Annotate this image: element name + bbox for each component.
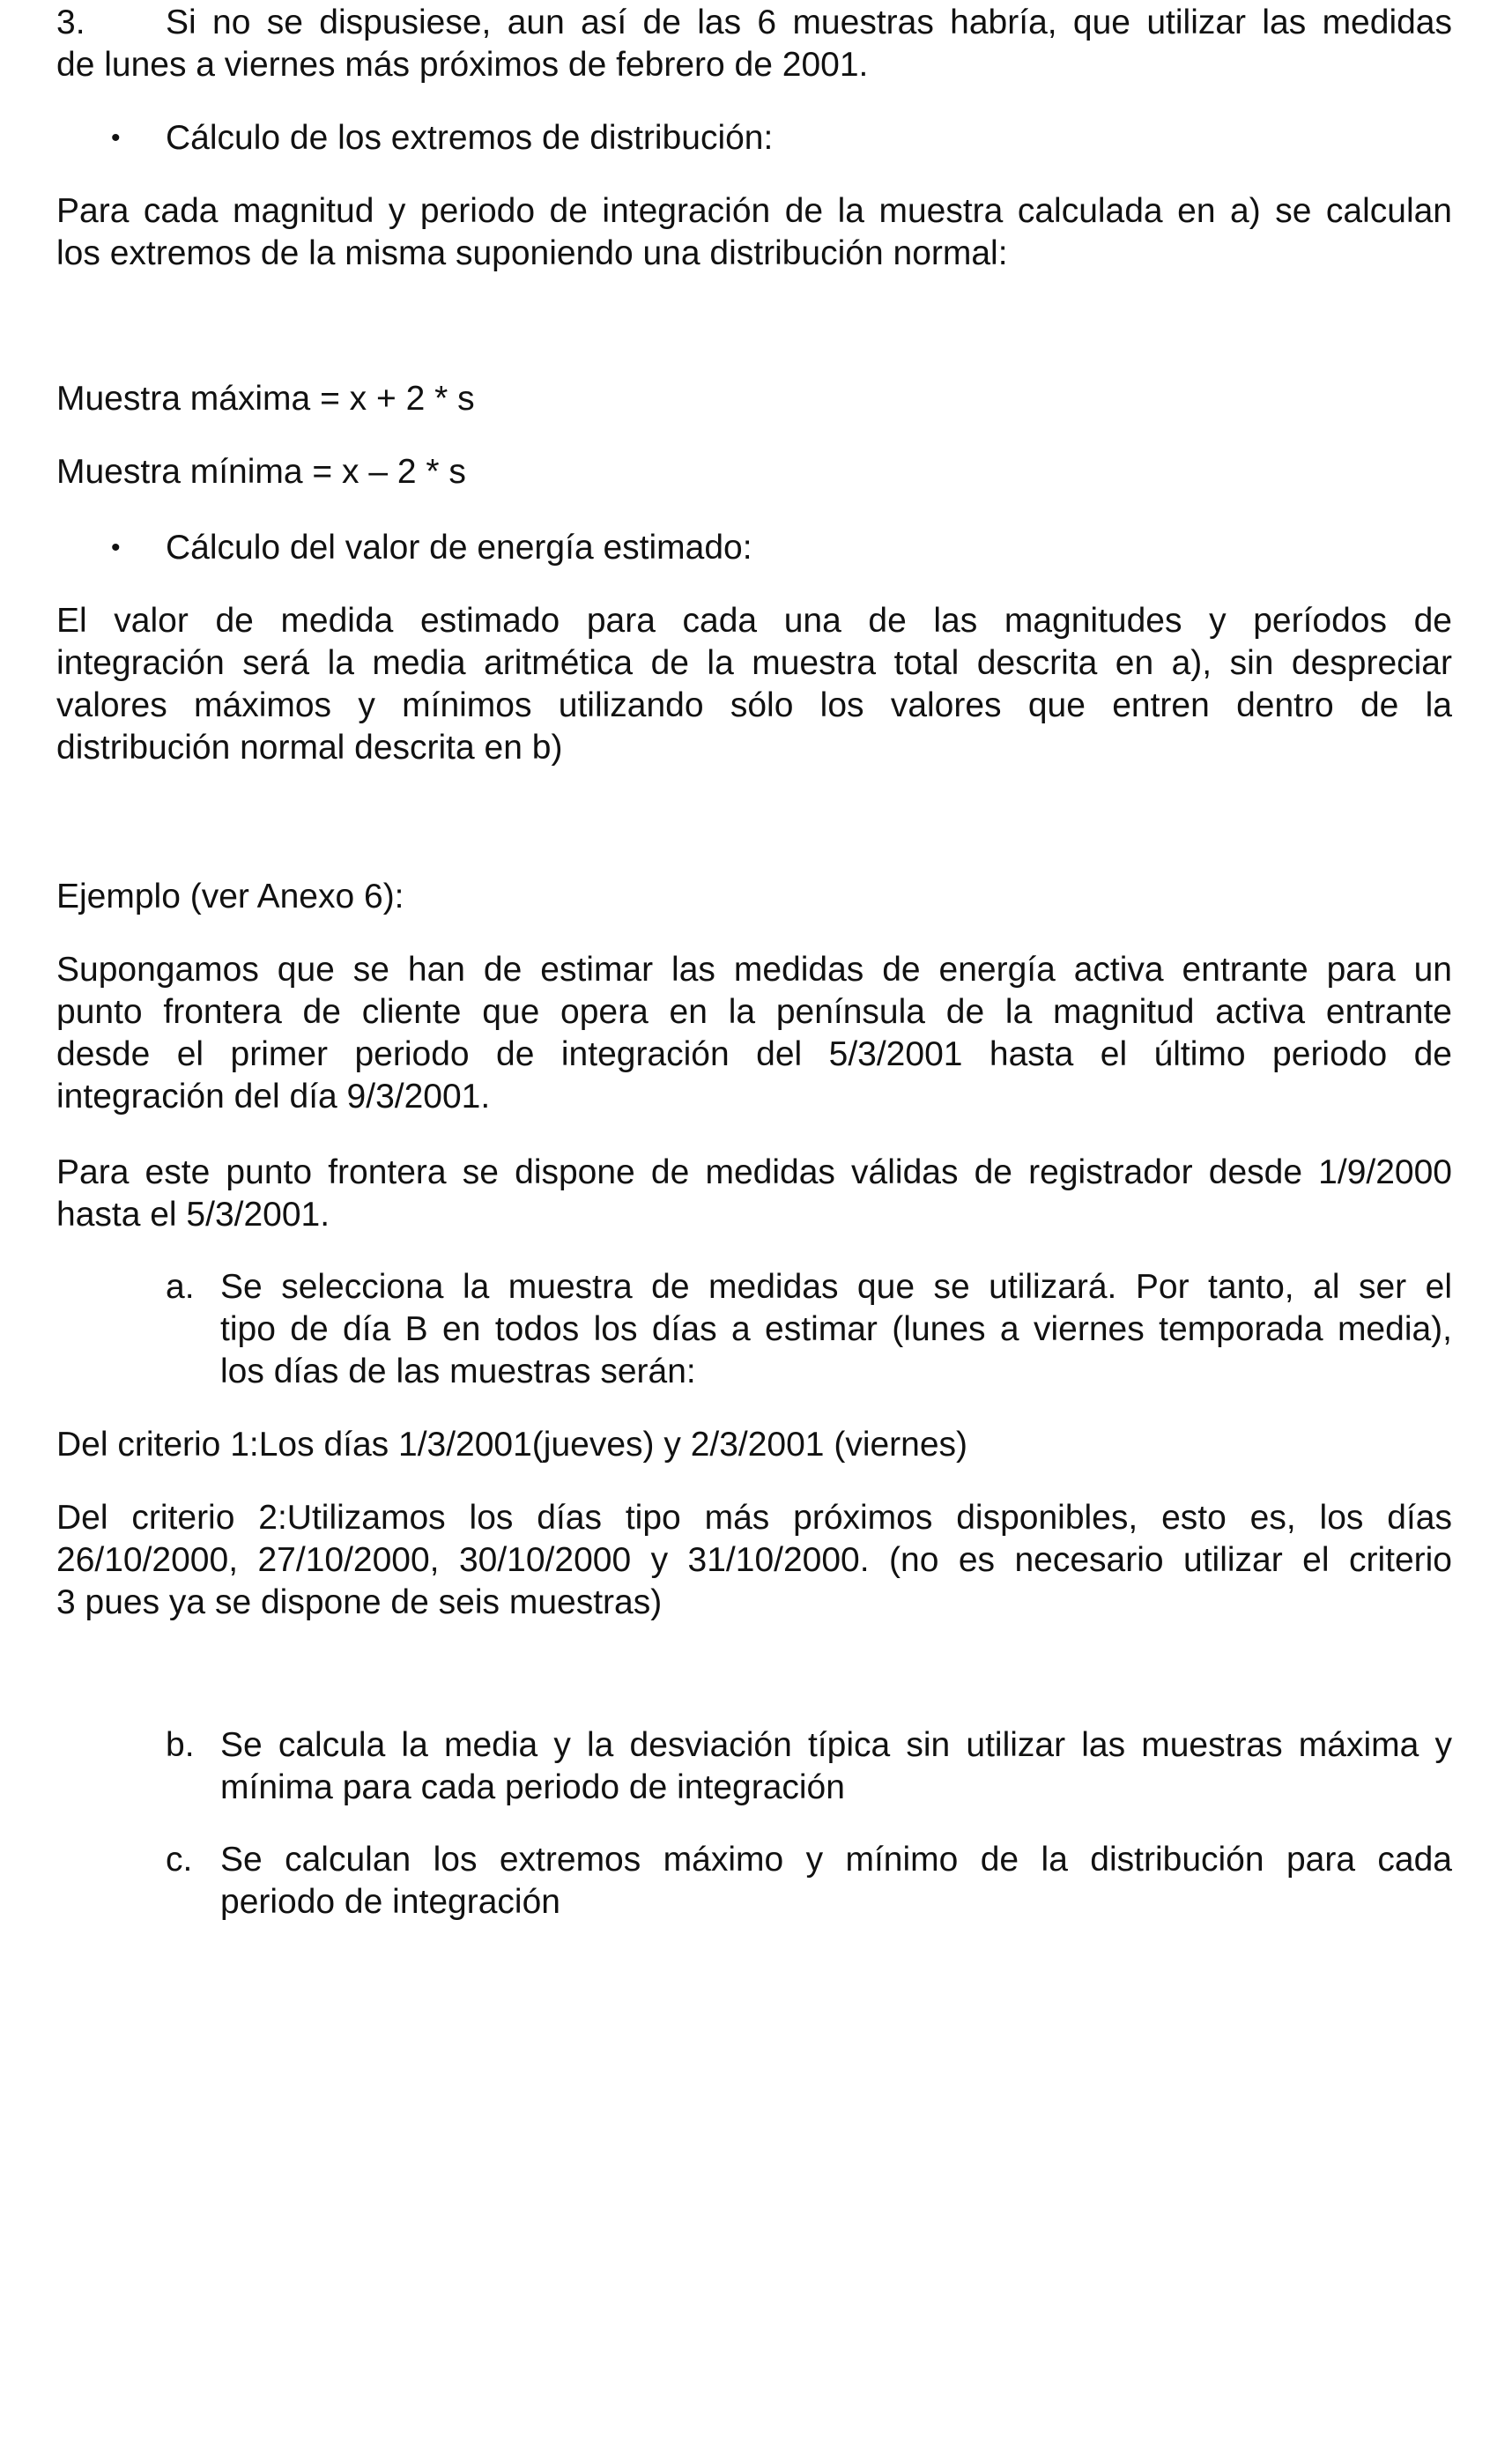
- paragraph-line: de lunes a viernes más próximos de febrero de 2001.: [56, 46, 869, 84]
- paragraph-line: distribución normal descrita en b): [56, 729, 563, 767]
- list-letter: c.: [166, 1841, 193, 1879]
- criterio-1: [56, 1424, 1452, 1466]
- bullet-extremos: [56, 117, 1452, 159]
- paragraph-line: 3 pues ya se dispone de seis muestras): [56, 1583, 663, 1621]
- formula-min: [56, 451, 1452, 493]
- paragraph-line: Se calculan los extremos máximo y mínimo de la distribución para cada: [220, 1841, 1452, 1879]
- paragraph-line: tipo de día B en todos los días a estimar (lunes a viernes temporada media),: [220, 1310, 1452, 1348]
- ejemplo-heading: [56, 876, 1452, 918]
- paragraph-line: los extremos de la misma suponiendo una distribución normal:: [56, 234, 1008, 272]
- paragraph-line: periodo de integración: [220, 1883, 560, 1921]
- paragraph-line: desde el primer periodo de integración del 5/3/2001 hasta el último periodo de: [56, 1035, 1452, 1073]
- list-number: 3.: [56, 4, 85, 41]
- paragraph-line: Para cada magnitud y periodo de integración de la muestra calculada en a) se calculan: [56, 192, 1452, 230]
- paragraph-energia: [56, 600, 1452, 769]
- paragraph-punto-frontera: [56, 1152, 1452, 1236]
- paragraph-line: mínima para cada periodo de integración: [220, 1768, 845, 1806]
- paragraph-line: integración del día 9/3/2001.: [56, 1078, 491, 1116]
- list-item-a: [56, 1266, 1452, 1393]
- paragraph-line: El valor de medida estimado para cada una de las magnitudes y períodos de: [56, 602, 1452, 640]
- paragraph-line: Se selecciona la muestra de medidas que se utilizará. Por tanto, al ser el: [220, 1268, 1452, 1306]
- formula-max: [56, 378, 1452, 420]
- paragraph-line: los días de las muestras serán:: [220, 1353, 696, 1390]
- list-item-c: [56, 1839, 1452, 1923]
- bullet-text: Cálculo del valor de energía estimado:: [166, 529, 752, 567]
- paragraph-extremos: [56, 190, 1452, 275]
- paragraph-line: valores máximos y mínimos utilizando sólo los valores que entren dentro de la: [56, 686, 1452, 724]
- paragraph-line: hasta el 5/3/2001.: [56, 1196, 330, 1234]
- formula-min-text: Muestra mínima = x – 2 * s: [56, 453, 466, 491]
- list-item-b: [56, 1724, 1452, 1809]
- paragraph-line: Se calcula la media y la desviación típica sin utilizar las muestras máxima y: [220, 1726, 1452, 1764]
- list-letter: a.: [166, 1268, 195, 1306]
- bullet-energia: [56, 527, 1452, 569]
- paragraph-line: 26/10/2000, 27/10/2000, 30/10/2000 y 31/10/2000. (no es necesario utilizar el criterio: [56, 1541, 1452, 1579]
- bullet-text: Cálculo de los extremos de distribución:: [166, 119, 774, 157]
- formula-max-text: Muestra máxima = x + 2 * s: [56, 380, 475, 418]
- paragraph-line: Para este punto frontera se dispone de medidas válidas de registrador desde 1/9/2000: [56, 1153, 1452, 1191]
- paragraph-line: Si no se dispusiese, aun así de las 6 muestras habría, que utilizar las medidas: [166, 4, 1452, 41]
- ejemplo-heading-text: Ejemplo (ver Anexo 6):: [56, 878, 404, 915]
- bullet-icon: •: [111, 123, 121, 152]
- paragraph-line: integración será la media aritmética de la muestra total descrita en a), sin despreciar: [56, 644, 1452, 682]
- paragraph-supongamos: [56, 949, 1452, 1118]
- paragraph-line: Supongamos que se han de estimar las medidas de energía activa entrante para un: [56, 951, 1452, 989]
- bullet-icon: •: [111, 533, 121, 562]
- list-letter: b.: [166, 1726, 195, 1764]
- paragraph-line: Del criterio 2:Utilizamos los días tipo más próximos disponibles, esto es, los días: [56, 1499, 1452, 1537]
- criterio-2: [56, 1497, 1452, 1624]
- numbered-paragraph-3: [56, 2, 1452, 86]
- paragraph-line: punto frontera de cliente que opera en la península de la magnitud activa entrante: [56, 993, 1452, 1031]
- criterio-1-text: Del criterio 1:Los días 1/3/2001(jueves) y 2/3/2001 (viernes): [56, 1426, 968, 1464]
